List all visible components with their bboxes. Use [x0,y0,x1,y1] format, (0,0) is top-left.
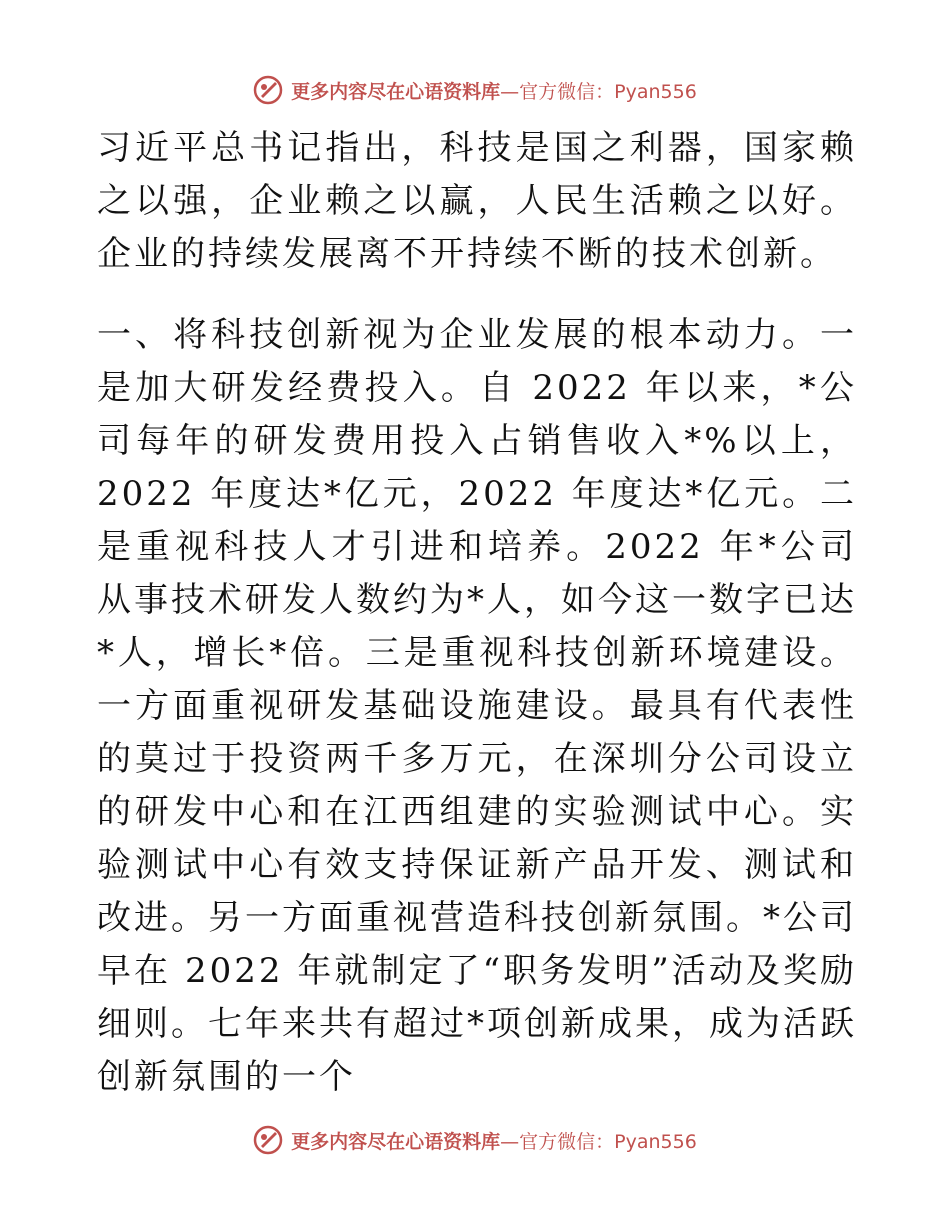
paragraph-section-one: 一、将科技创新视为企业发展的根本动力。一是加大研发经费投入。自 2022 年以来，*公司每年的研发费用投入占销售收入*%以上，2022 年度达*亿元，2022 年度达*亿元。二是重视科技人才引进和培养。2022 年*公司从事技术研发人数约为*人，如今这一数字已达*人，增长*倍。三是重视科技创新环境建设。一方面重视研发基础设施建设。最具有代表性的莫过于投资两千多万元，在深圳分公司设立的研发中心和在江西组建的实验测试中心。实验测试中心有效支持保证新产品开发、测试和改进。另一方面重视营造科技创新氛围。*公司早在 2022 年就制定了“职务发明”活动及奖励细则。七年来共有超过*项创新成果，成为活跃创新氛围的一个 [97,315,857,1097]
brand-logo-icon [253,1125,283,1155]
watermark-contact: —官方微信：Pyan556 [500,1130,697,1153]
brand-logo-icon [253,75,283,105]
header-watermark [0,70,950,110]
watermark-text: 更多内容尽在心语资料库 [291,80,501,103]
footer-watermark [0,1120,950,1160]
paragraph-intro: 习近平总书记指出，科技是国之利器，国家赖之以强，企业赖之以赢，人民生活赖之以好。企业的持续发展离不开持续不断的技术创新。 [97,128,857,274]
watermark-text: 更多内容尽在心语资料库 [291,1130,501,1153]
watermark-contact: —官方微信：Pyan556 [500,80,697,103]
document-body [97,122,857,1104]
